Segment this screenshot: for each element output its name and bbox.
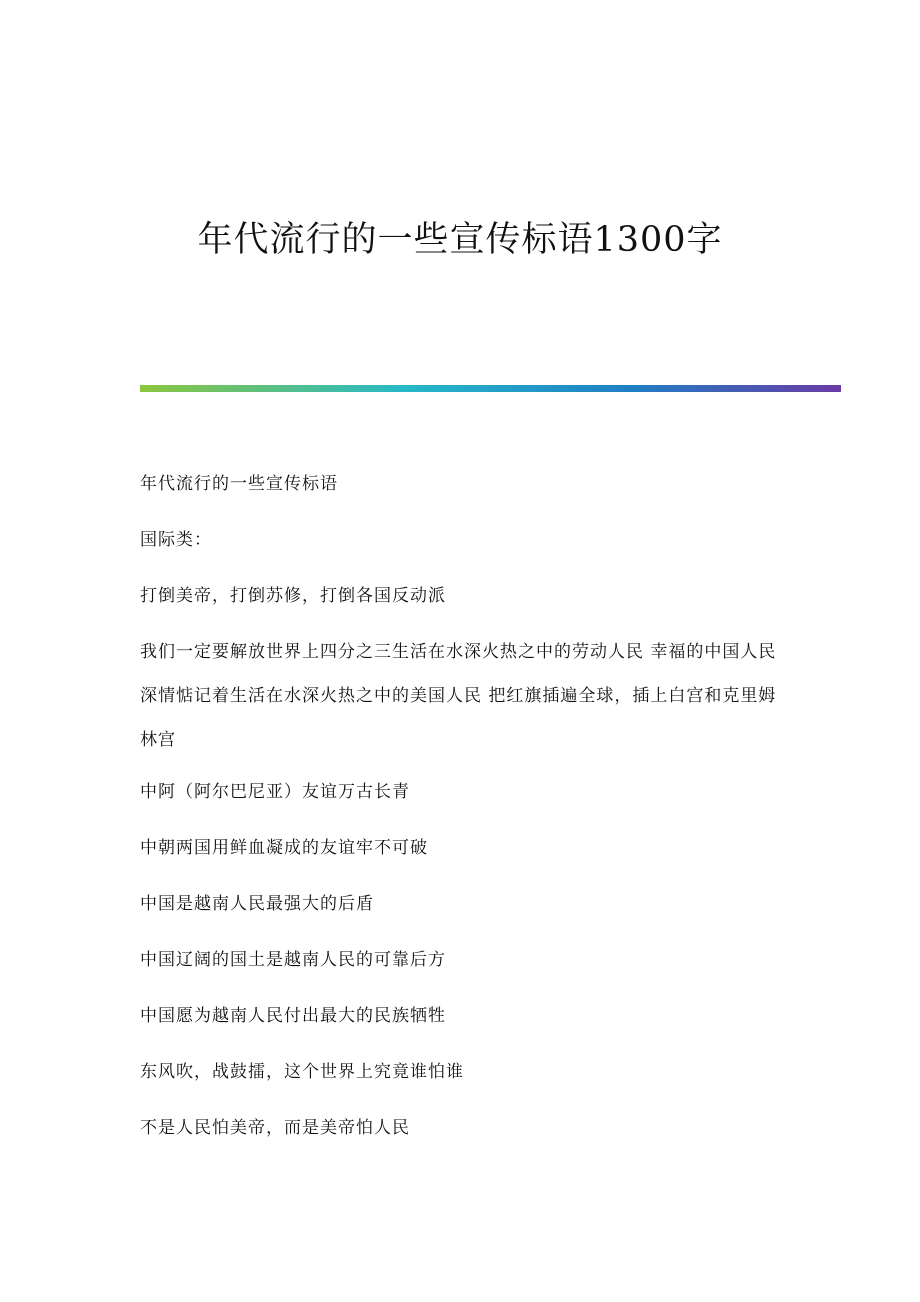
body-paragraph: 东风吹，战鼓擂，这个世界上究竟谁怕谁 bbox=[140, 1062, 464, 1082]
body-paragraph: 中阿（阿尔巴尼亚）友谊万古长青 bbox=[140, 782, 410, 802]
body-paragraph: 中国是越南人民最强大的后盾 bbox=[140, 894, 374, 914]
body-paragraph: 国际类： bbox=[140, 530, 212, 550]
document-title: 年代流行的一些宣传标语1300字 bbox=[197, 220, 723, 260]
document-body bbox=[140, 466, 790, 1166]
body-paragraph: 中国愿为越南人民付出最大的民族牺牲 bbox=[140, 1006, 446, 1026]
body-paragraph: 中国辽阔的国土是越南人民的可靠后方 bbox=[140, 950, 446, 970]
title-divider bbox=[140, 385, 841, 392]
body-paragraph: 打倒美帝，打倒苏修，打倒各国反动派 bbox=[140, 586, 446, 606]
body-paragraph: 不是人民怕美帝，而是美帝怕人民 bbox=[140, 1118, 410, 1138]
body-paragraph: 年代流行的一些宣传标语 bbox=[140, 474, 338, 494]
body-paragraph: 中朝两国用鲜血凝成的友谊牢不可破 bbox=[140, 838, 428, 858]
body-paragraph: 我们一定要解放世界上四分之三生活在水深火热之中的劳动人民 幸福的中国人民深情惦记着生活在水深火热之中的美国人民 把红旗插遍全球，插上白宫和克里姆林宫 bbox=[140, 642, 777, 750]
